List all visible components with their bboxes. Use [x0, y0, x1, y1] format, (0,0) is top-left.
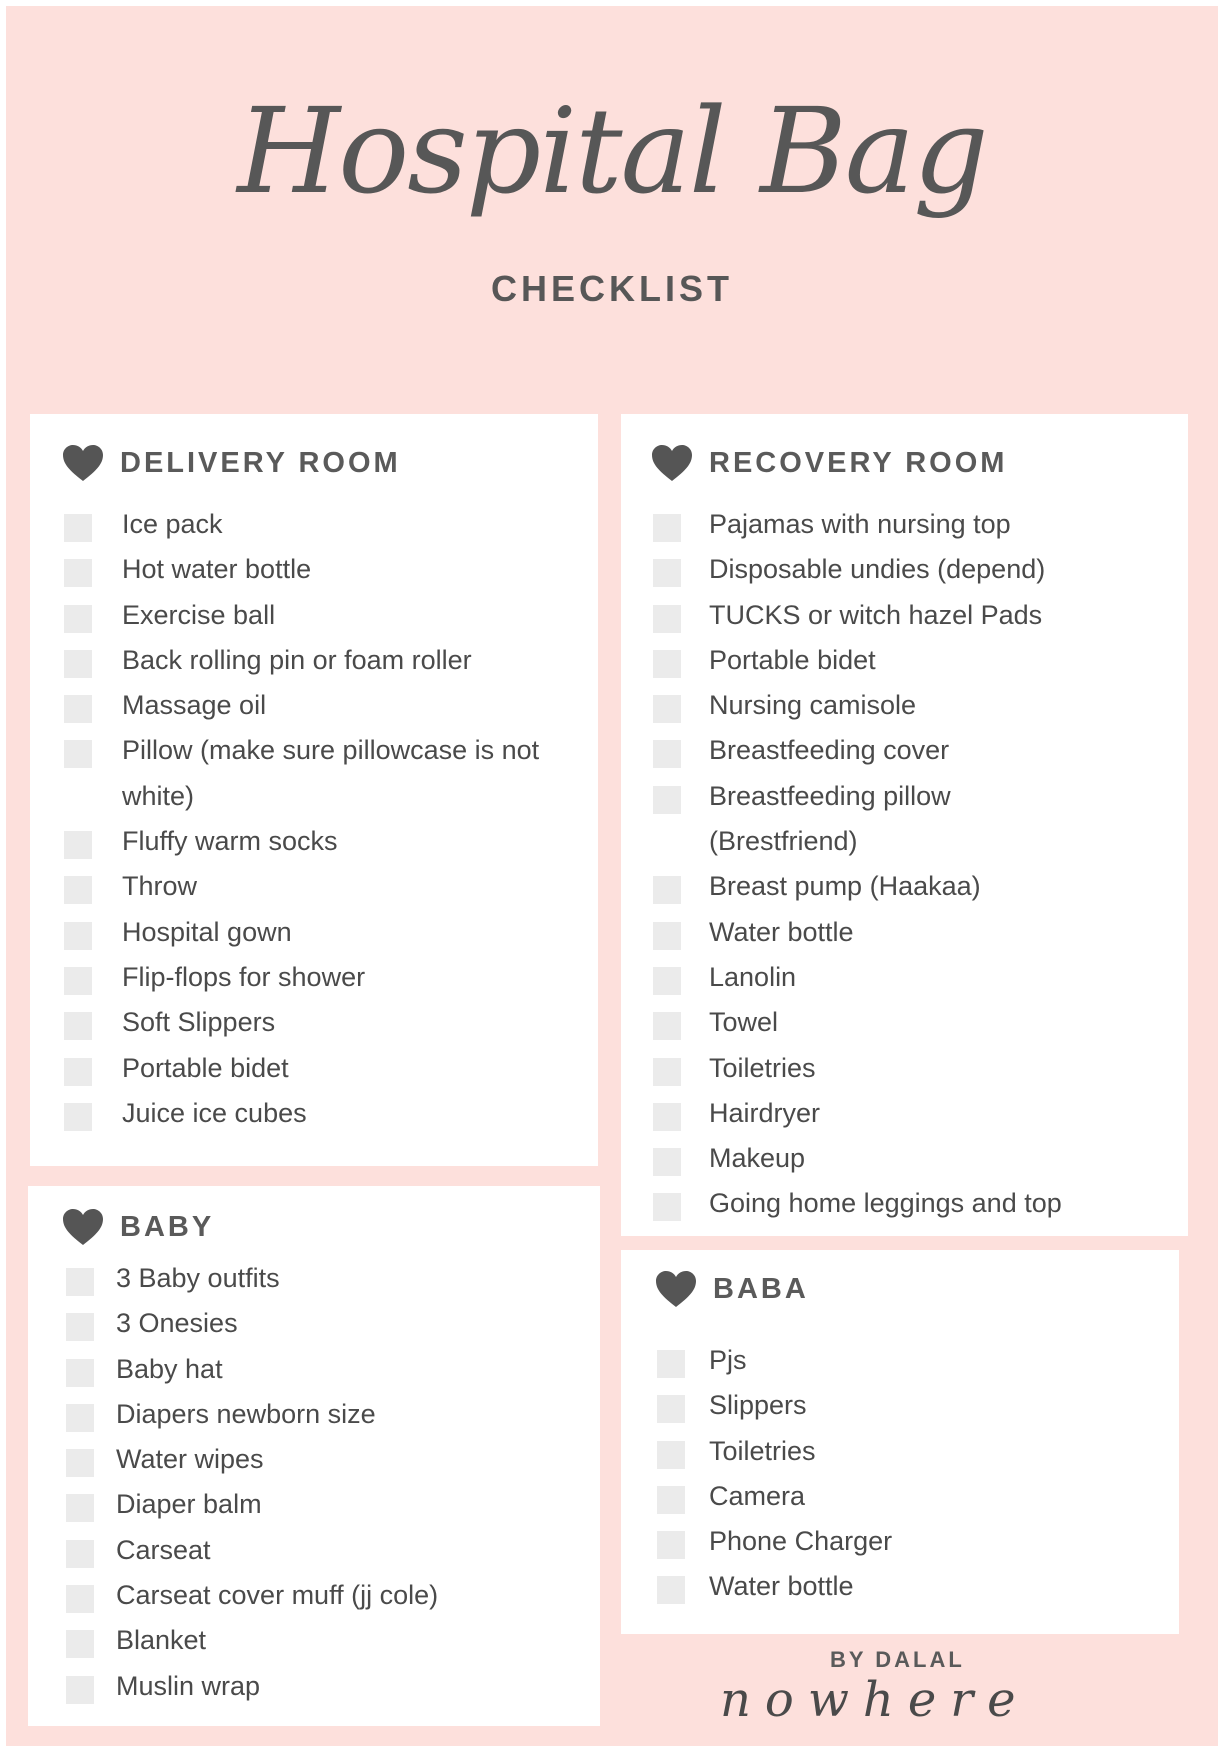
checkbox[interactable] [64, 831, 92, 859]
checklist-item[interactable]: Blanket [28, 1624, 600, 1669]
checklist-item[interactable]: Portable bidet [621, 644, 1188, 689]
baby-title: BABY [120, 1210, 215, 1243]
checklist-item[interactable]: Disposable undies (depend) [621, 553, 1188, 598]
checklist-item[interactable]: Slippers [621, 1389, 1179, 1434]
checklist-item[interactable]: Nursing camisole [621, 689, 1188, 734]
checkbox[interactable] [66, 1404, 94, 1432]
checklist-item[interactable]: Baby hat [28, 1353, 600, 1398]
checklist-item[interactable]: Lanolin [621, 961, 1188, 1006]
baba-title: BABA [713, 1272, 809, 1305]
checklist-item[interactable]: TUCKS or witch hazel Pads [621, 599, 1188, 644]
checklist-item[interactable]: 3 Baby outfits [28, 1262, 600, 1307]
checkbox[interactable] [657, 1576, 685, 1604]
checklist-item[interactable]: Hospital gown [30, 916, 598, 961]
checklist-item[interactable]: Towel [621, 1006, 1188, 1051]
checkbox[interactable] [64, 1058, 92, 1086]
checklist-item[interactable]: Makeup [621, 1142, 1188, 1187]
checklist-item[interactable]: Pjs [621, 1344, 1179, 1389]
checklist-item[interactable]: Juice ice cubes [30, 1097, 598, 1142]
checklist-item[interactable]: 3 Onesies [28, 1307, 600, 1352]
checkbox[interactable] [64, 740, 92, 768]
checklist-item[interactable]: Diaper balm [28, 1488, 600, 1533]
delivery-room-list [30, 508, 598, 1142]
baby-header [62, 1208, 214, 1246]
checklist-item[interactable]: Water bottle [621, 1570, 1179, 1615]
baby-list [28, 1262, 600, 1715]
checkbox[interactable] [66, 1630, 94, 1658]
checklist-item[interactable]: Water bottle [621, 916, 1188, 961]
checkbox[interactable] [64, 605, 92, 633]
checklist-item[interactable]: Breast pump (Haakaa) [621, 870, 1188, 915]
checkbox[interactable] [653, 1012, 681, 1040]
checklist-item[interactable]: Toiletries [621, 1052, 1188, 1097]
checkbox[interactable] [653, 1103, 681, 1131]
checklist-item[interactable]: Muslin wrap [28, 1670, 600, 1715]
checkbox[interactable] [64, 967, 92, 995]
checkbox[interactable] [66, 1494, 94, 1522]
checklist-item[interactable]: Breastfeeding cover [621, 734, 1188, 779]
checklist-item[interactable]: Portable bidet [30, 1052, 598, 1097]
recovery-room-card [621, 414, 1188, 1236]
checklist-item[interactable]: Going home leggings and top [621, 1187, 1188, 1232]
checkbox[interactable] [66, 1359, 94, 1387]
checkbox[interactable] [657, 1350, 685, 1378]
checklist-item[interactable]: Soft Slippers [30, 1006, 598, 1051]
checkbox[interactable] [64, 650, 92, 678]
checkbox[interactable] [657, 1441, 685, 1469]
checkbox[interactable] [653, 967, 681, 995]
checkbox[interactable] [657, 1395, 685, 1423]
checkbox[interactable] [66, 1313, 94, 1341]
checkbox[interactable] [657, 1531, 685, 1559]
checklist-item[interactable]: Throw [30, 870, 598, 915]
heart-icon [62, 1208, 104, 1246]
checkbox[interactable] [64, 922, 92, 950]
delivery-room-card [30, 414, 598, 1166]
recovery-room-title: RECOVERY ROOM [709, 446, 1008, 479]
checkbox[interactable] [653, 740, 681, 768]
checkbox[interactable] [66, 1585, 94, 1613]
checkbox[interactable] [653, 695, 681, 723]
checklist-item[interactable]: Breastfeeding pillow (Brestfriend) [621, 780, 1188, 871]
heart-icon [655, 1270, 697, 1308]
checklist-item[interactable]: Hot water bottle [30, 553, 598, 598]
checkbox[interactable] [66, 1268, 94, 1296]
checkbox[interactable] [64, 514, 92, 542]
checklist-item[interactable]: Hairdryer [621, 1097, 1188, 1142]
checkbox[interactable] [653, 1193, 681, 1221]
checklist-item[interactable]: Toiletries [621, 1435, 1179, 1480]
page-subtitle: CHECKLIST [491, 268, 733, 309]
checklist-item[interactable]: Carseat [28, 1534, 600, 1579]
checklist-item[interactable]: Pajamas with nursing top [621, 508, 1188, 553]
checklist-item[interactable]: Flip-flops for shower [30, 961, 598, 1006]
checklist-item[interactable]: Ice pack [30, 508, 598, 553]
page-title: Hospital Bag [237, 82, 987, 220]
checkbox[interactable] [64, 1012, 92, 1040]
checkbox[interactable] [653, 559, 681, 587]
checkbox[interactable] [653, 1058, 681, 1086]
checkbox[interactable] [64, 1103, 92, 1131]
checkbox[interactable] [66, 1540, 94, 1568]
delivery-room-title: DELIVERY ROOM [120, 446, 401, 479]
checkbox[interactable] [653, 605, 681, 633]
recovery-room-header [651, 444, 1007, 482]
checkbox[interactable] [66, 1676, 94, 1704]
checklist-item[interactable]: Phone Charger [621, 1525, 1179, 1570]
delivery-room-header [62, 444, 401, 482]
checkbox[interactable] [64, 876, 92, 904]
checkbox[interactable] [64, 695, 92, 723]
checkbox[interactable] [653, 514, 681, 542]
checkbox[interactable] [657, 1486, 685, 1514]
checkbox[interactable] [66, 1449, 94, 1477]
baba-header [655, 1270, 809, 1308]
checkbox[interactable] [653, 786, 681, 814]
checklist-item[interactable]: Pillow (make sure pillowcase is not white) [30, 734, 598, 825]
checkbox[interactable] [653, 922, 681, 950]
recovery-room-list [621, 508, 1188, 1233]
checklist-item[interactable]: Massage oil [30, 689, 598, 734]
heart-icon [62, 444, 104, 482]
checkbox[interactable] [653, 876, 681, 904]
author-credit: BY DALAL [830, 1647, 965, 1672]
checkbox[interactable] [653, 1148, 681, 1176]
checklist-item[interactable]: Fluffy warm socks [30, 825, 598, 870]
baba-card [621, 1250, 1179, 1634]
checklist-item[interactable]: Water wipes [28, 1443, 600, 1488]
checklist-item[interactable]: Camera [621, 1480, 1179, 1525]
signature: nowhere [720, 1672, 1030, 1728]
heart-icon [651, 444, 693, 482]
baba-list [621, 1344, 1179, 1616]
checklist-item[interactable]: Exercise ball [30, 599, 598, 644]
checklist-item[interactable]: Back rolling pin or foam roller [30, 644, 598, 689]
baby-card [28, 1186, 600, 1726]
checkbox[interactable] [64, 559, 92, 587]
checklist-item[interactable]: Diapers newborn size [28, 1398, 600, 1443]
checkbox[interactable] [653, 650, 681, 678]
checklist-item[interactable]: Carseat cover muff (jj cole) [28, 1579, 600, 1624]
